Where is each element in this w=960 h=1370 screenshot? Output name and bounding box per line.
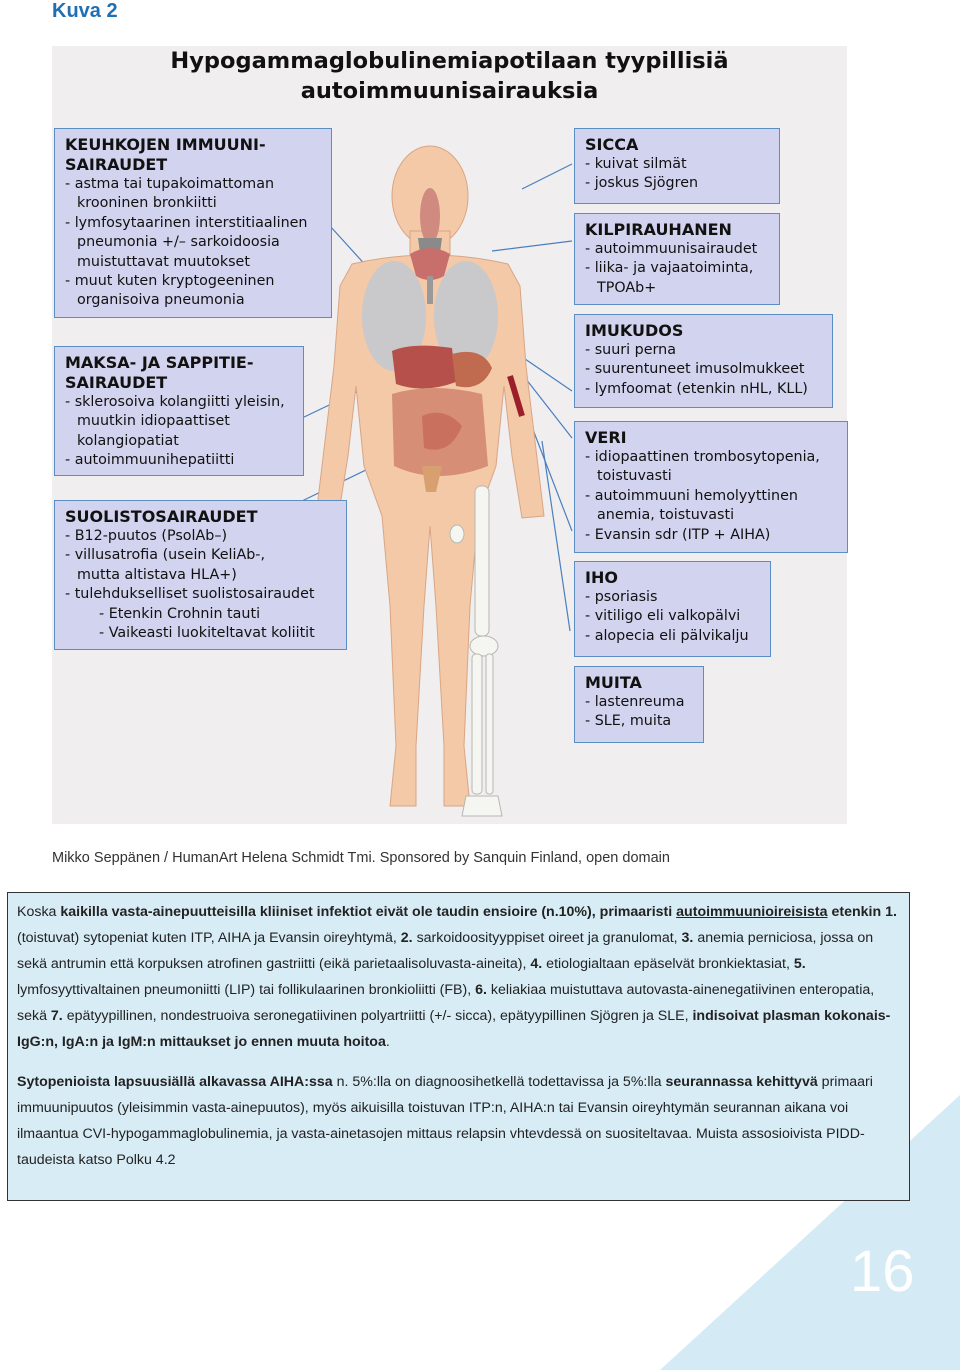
figure-title: Hypogammaglobulinemiapotilaan tyypillisiä autoimmuunisairauksia <box>170 48 729 104</box>
box-blood: VERI - idiopaattinen trombosytopenia, toistuvasti - autoimmuuni hemolyyttinen anemia, toistuvasti - Evansin sdr (ITP + AIHA) <box>574 421 848 553</box>
box-thyroid: KILPIRAUHANEN - autoimmuunisairaudet - liika- ja vajaatoiminta, TPOAb+ <box>574 213 780 305</box>
box-other: MUITA - lastenreuma - SLE, muita <box>574 666 704 743</box>
box-lung-diseases: KEUHKOJEN IMMUUNI- SAIRAUDET - astma tai tupakoimattoman krooninen bronkiitti - lymfosytaarinen interstitiaalinen pneumonia +/– sarkoidoosia muistuttavat muutokset - muut kuten kryptogeeninen organisoiva pneumonia <box>54 128 332 318</box>
page-number: 16 <box>850 1239 915 1304</box>
box-skin: IHO - psoriasis - vitiligo eli valkopälvi - alopecia eli pälvikalju <box>574 561 771 657</box>
image-credit: Mikko Seppänen / HumanArt Helena Schmidt Tmi. Sponsored by Sanquin Finland, open domain <box>52 850 670 866</box>
box-gut-diseases: SUOLISTOSAIRAUDET - B12-puutos (PsolAb–) - villusatrofia (usein KeliAb-, mutta altistava HLA+) - tulehdukselliset suolistosairaudet - Etenkin Crohnin tauti - Vaikeasti luokiteltavat koliitit <box>54 500 347 650</box>
note-paragraph-2: Sytopenioista lapsuusiällä alkavassa AIHA:ssa n. 5%:lla on diagnoosihetkellä todettavissa ja 5%:lla seurannassa kehittyvä primaari immuunipuutos (yleisimmin vasta-ainepuutos), myös aikuisilla toistuvan ITP:n, AIHA:n tai Evansin oireyhtymän seurannan aikana voi ilmaantua CVI-hypogammaglobulinemia, ja vasta-ainetasojen mittaus relapsin vhtevdessä on suositeltavaa. Muista assosioivista PIDD-taudeista katso Polku 4.2 <box>17 1074 873 1168</box>
box-liver-diseases: MAKSA- JA SAPPITIE- SAIRAUDET - sklerosoiva kolangiitti yleisin, muutkin idiopaattiset kolangiopatiat - autoimmuunihepatiitti <box>54 346 304 476</box>
box-lymphatic: IMUKUDOS - suuri perna - suurentuneet imusolmukkeet - lymfoomat (etenkin nHL, KLL) <box>574 314 833 408</box>
note-paragraph-1: Koska kaikilla vasta-ainepuutteisilla kliiniset infektiot eivät ole taudin ensioire (n.10%), primaaristi autoimmuunioireisista etenkin 1. (toistuvat) sytopeniat kuten ITP, AIHA ja Evansin oireyhtymä, 2. sarkoidoosityyppiset oireet ja granulomat, 3. anemia perniciosa, jossa on sekä antrumin että korpuksen atrofinen gastriitti (eikä parietaalisoluvasta-aineita), 4. etiologialtaan epäselvät bronkiektasiat, 5. lymfosyyttivaltainen pneumoniitti (LIP) tai follikulaarinen bronkioliitti (FB), 6. keliakiaa muistuttava autovasta-ainenegatiivinen enteropatia, sekä 7. epätyypillinen, nondestruoiva seronegatiivinen polyartriitti (+/- sicca), epätyypillinen Sjögren ja SLE, indisoivat plasman kokonais-IgG:n, IgA:n ja IgM:n mittaukset jo ennen muuta hoitoa. <box>17 904 897 1050</box>
figure-heading: Kuva 2 <box>52 0 118 22</box>
box-sicca: SICCA - kuivat silmät - joskus Sjögren <box>574 128 780 204</box>
note-box <box>7 892 910 1201</box>
